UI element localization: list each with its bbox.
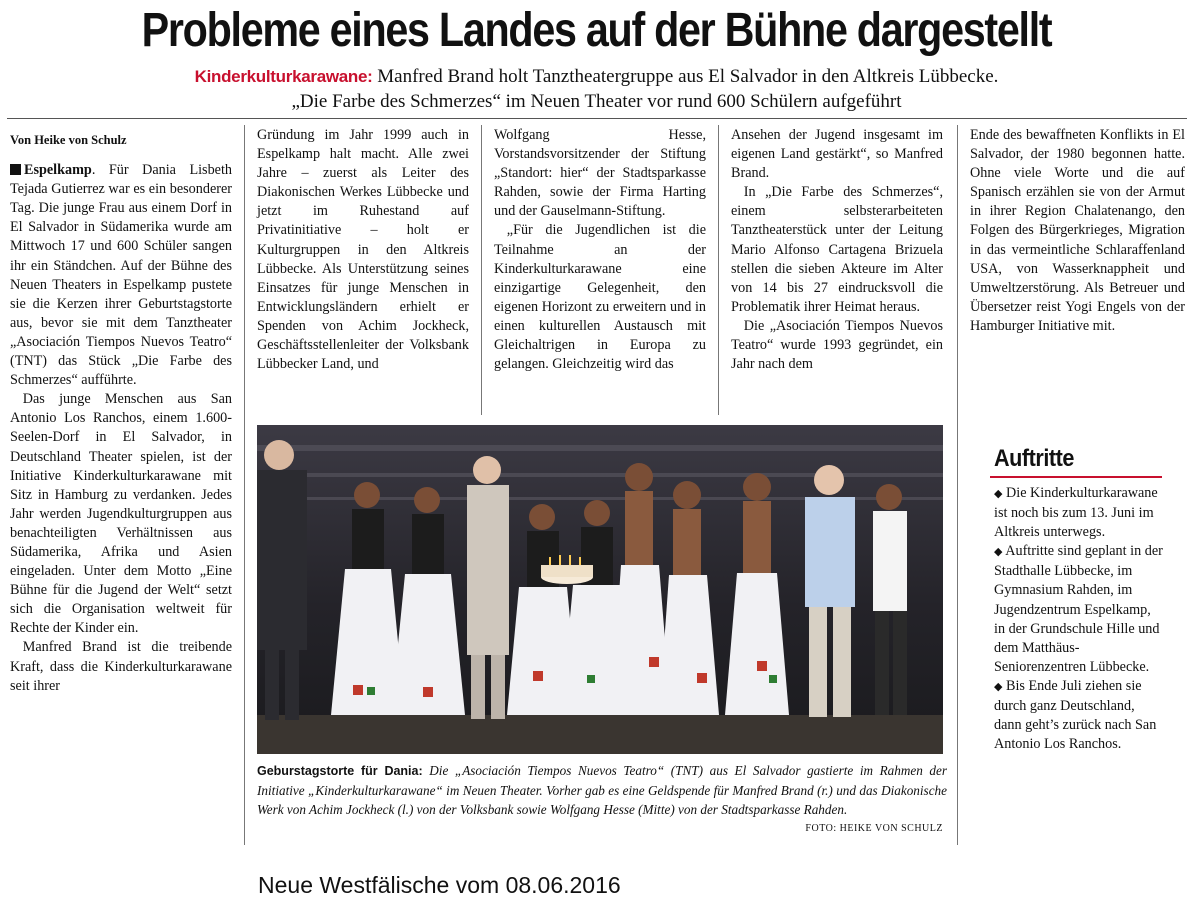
article-photo <box>257 425 943 754</box>
sidebar-rule <box>990 476 1162 478</box>
article-column-1 <box>10 126 232 696</box>
sidebar-title: Auftritte <box>994 445 1074 472</box>
sidebar-item <box>994 484 1164 542</box>
subheadline-line2: „Die Farbe des Schmerzes“ im Neuen Theater vor rund 600 Schülern aufgeführt <box>291 91 902 112</box>
sidebar-item <box>994 677 1164 754</box>
paragraph: Die „Asociación Tiempos Nuevos Teatro“ wurde 1993 gegründet, ein Jahr nach dem <box>731 317 943 373</box>
paragraph: Manfred Brand ist die treibende Kraft, dass die Kinderkulturkarawane seit ihrer <box>10 639 232 694</box>
source-footer: Neue Westfälische vom 08.06.2016 <box>258 872 621 898</box>
dateline: Espelkamp <box>24 162 92 179</box>
kicker: Kinderkulturkarawane: <box>194 67 373 86</box>
paragraph: Ansehen der Jugend insgesamt im eigenen Land gestärkt“, so Manfred Brand. <box>731 127 943 182</box>
paragraph: Ende des bewaffneten Konflikts in El Salvador, der 1980 begonnen hatte. Ohne viele Worte und die auf Spanisch erzählen sie von der Armut in ihrer Region Chalatenango, den Folgen des Bürgerkrieges, Migration in das vermeintliche Schlaraffenland USA, von Wasserknappheit und Umweltzerstörung. Als Betreuer und Übersetzer reist Yogi Engels von der Hamburger Initiative mit. <box>970 127 1185 334</box>
article-column-2 <box>257 126 469 374</box>
bullet-square-icon <box>10 164 21 175</box>
paragraph: Gründung im Jahr 1999 auch in Espelkamp halt macht. Alle zwei Jahre – zuerst als Leiter des Diakonischen Werkes Lübbecke und jetzt im Ruhestand auf Privatinitiative – holt er Kulturgruppen in den Altkreis Lübbecke. Als Unterstützung seines Einsatzes für junge Menschen in Entwicklungsländern erhielt er Spenden von Achim Jockheck, Geschäftsstellenleiter der Volksbank Lübbecker Land, und <box>257 127 469 373</box>
paragraph: Wolfgang Hesse, Vorstandsvorsitzender der Stiftung „Standort: hier“ der Stadtsparkasse Rahden, sowie der Firma Harting und der Gauselmann-Stiftung. <box>494 127 706 220</box>
sidebar-item-text: Bis Ende Juli ziehen sie durch ganz Deutschland, dann geht’s zurück nach San Antonio Los Ranchos. <box>994 677 1157 753</box>
paragraph: „Für die Jugendlichen ist die Teilnahme an der Kinderkulturkarawane eine einzigartige Gelegenheit, den eigenen Horizont zu erweitern und in einen kulturellen Austausch mit Gleichaltrigen in Europa zu gelangen. Gleichzeitig wird das <box>494 222 706 373</box>
photo-credit: FOTO: HEIKE VON SCHULZ <box>805 823 943 834</box>
stage-photo-illustration <box>257 425 943 754</box>
article-column-5 <box>970 126 1185 336</box>
sidebar-item-text: Die Kinderkulturkarawane ist noch bis zum 13. Juni im Altkreis unterwegs. <box>994 485 1158 541</box>
subheadline-text: Manfred Brand holt Tanztheatergruppe aus El Salvador in den Altkreis Lübbecke. <box>372 66 999 87</box>
headline: Probleme eines Landes auf der Bühne dargestellt <box>141 4 1052 57</box>
caption-lead: Geburstagstorte für Dania: <box>257 764 423 778</box>
sidebar-item <box>994 542 1164 677</box>
paragraph-text: . Für Dania Lisbeth Tejada Gutierrez war es ein besonderer Tag. Die junge Frau aus einem Dorf in El Salvador in Südamerika wurde am Mittwoch 17 und 600 Schüler sangen ihr ein Ständchen. Auf der Bühne des Neuen Theaters in Espelkamp pustete sie die Kerzen ihrer Geburtstagstorte aus, bevor sie mit dem Tanztheater „Asociación Tiempos Nuevos Teatro“ (TNT) das Stück „Die Farbe des Schmerzes“ aufführte. <box>10 162 232 389</box>
diamond-bullet-icon: ◆ <box>994 546 1003 559</box>
byline: Von Heike von Schulz <box>10 133 127 147</box>
sidebar-item-text: Auftritte sind geplant in der Stadthalle Lübbecke, im Gymnasium Rahden, im Jugendzentrum Espelkamp, in der Grundschule Hille und dem Matthäus-Seniorenzentren Lübbecke. <box>994 543 1163 675</box>
photo-caption <box>257 761 947 820</box>
column-divider <box>718 125 719 415</box>
article-column-4 <box>731 126 943 374</box>
paragraph <box>10 161 232 390</box>
subheadline-line1 <box>0 65 1193 89</box>
sidebar-box <box>994 484 1164 754</box>
header-rule <box>7 118 1187 119</box>
paragraph: In „Die Farbe des Schmerzes“, einem selbsterarbeiteten Tanztheaterstück unter der Leitung Mario Alfonso Cartagena Brizuela stellen die sieben Akteure im Alter von 14 bis 27 eindrucksvoll die Problematik ihrer Heimat heraus. <box>731 184 943 315</box>
article-column-3 <box>494 126 706 374</box>
paragraph: Das junge Menschen aus San Antonio Los Ranchos, einem 1.600-Seelen-Dorf in El Salvador, in Deutschland Theater spielen, ist der Initiative Kinderkulturkarawane mit Sitz in Hamburg zu verdanken. Jedes Jahr werden Jugendkulturgruppen aus benachteiligten Verhältnissen aus Südamerika, Afrika und Asien eingeladen. Unter dem Motto „Eine Bühne für die Jugend der Welt“ setzt sich die Organisation weltweit für Rechte der Kinder ein. <box>10 391 232 637</box>
column-divider <box>957 125 958 845</box>
column-divider <box>244 125 245 845</box>
caption-text: Die „Asociación Tiempos Nuevos Teatro“ (TNT) aus El Salvador gastierte im Rahmen der Initiative „Kinderkulturkarawane“ im Neuen Theater. Vorher gab es eine Geldspende für Manfred Brand (r.) und das Diakonische Werk von Achim Jockheck (l.) von der Volksbank sowie Wolfgang Hesse (Mitte) von der Stadtsparkasse Rahden. <box>257 763 947 818</box>
diamond-bullet-icon: ◆ <box>994 488 1003 500</box>
column-divider <box>481 125 482 415</box>
diamond-bullet-icon: ◆ <box>994 680 1003 693</box>
